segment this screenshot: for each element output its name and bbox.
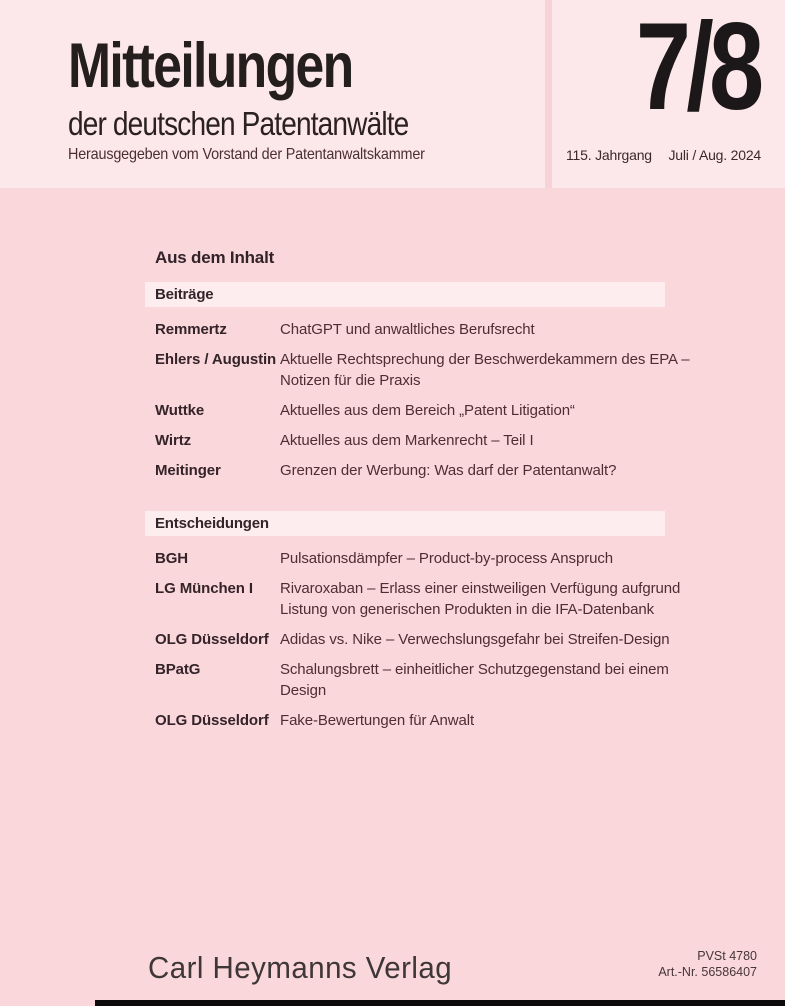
section-gap (145, 490, 690, 497)
toc-entry (145, 710, 690, 731)
journal-tagline: Herausgegeben vom Vorstand der Patentanwaltskammer (68, 146, 425, 163)
toc-list-entscheidungen (145, 548, 690, 731)
journal-title: Mitteilungen (68, 31, 353, 101)
toc-list-beitraege (145, 319, 690, 481)
toc-entry (145, 629, 690, 650)
toc-title: ChatGPT und anwaltliches Berufsrecht (280, 321, 535, 338)
toc-author: Wuttke (155, 402, 205, 419)
issue-number: 7/8 (635, 0, 759, 136)
table-of-contents (145, 248, 690, 740)
pvst-code: PVSt 4780 (697, 949, 757, 963)
print-codes (658, 948, 757, 980)
toc-title: Grenzen der Werbung: Was darf der Patentanwalt? (280, 462, 617, 479)
article-number: Art.-Nr. 56586407 (658, 965, 757, 979)
toc-title: Fake-Bewertungen für Anwalt (280, 712, 475, 729)
toc-entry (145, 548, 690, 569)
publisher-name: Carl Heymanns Verlag (148, 950, 453, 985)
contents-heading: Aus dem Inhalt (155, 248, 275, 267)
toc-author: OLG Düsseldorf (155, 712, 269, 729)
toc-title: Rivaroxaban – Erlass einer einstweiligen Verfügung aufgrund Listung von generischen Produkten in die IFA-Datenbank (280, 580, 681, 618)
toc-entry (145, 460, 690, 481)
section-header-beitraege (145, 282, 665, 307)
section-header-entscheidungen (145, 511, 665, 536)
toc-entry (145, 578, 690, 620)
toc-author: Ehlers / Augustin (155, 351, 277, 368)
toc-title: Pulsationsdämpfer – Product-by-process Anspruch (280, 550, 613, 567)
section-label: Beiträge (155, 286, 214, 303)
issue-meta (566, 147, 761, 163)
toc-author: BPatG (155, 661, 201, 678)
toc-entry (145, 430, 690, 451)
toc-author: Remmertz (155, 321, 227, 338)
issue-date: Juli / Aug. 2024 (668, 147, 761, 163)
toc-title: Aktuelles aus dem Markenrecht – Teil I (280, 432, 534, 449)
toc-entry (145, 400, 690, 421)
masthead-divider (545, 0, 552, 188)
toc-author: LG München I (155, 580, 253, 597)
toc-author: BGH (155, 550, 189, 567)
bottom-bar (95, 1000, 785, 1006)
volume-label: 115. Jahrgang (566, 147, 652, 163)
toc-entry (145, 659, 690, 701)
journal-subtitle: der deutschen Patentanwälte (68, 105, 409, 142)
toc-title: Adidas vs. Nike – Verwechslungsgefahr bei Streifen-Design (280, 631, 670, 648)
section-label: Entscheidungen (155, 515, 269, 532)
toc-title: Schalungsbrett – einheitlicher Schutzgegenstand bei einem Design (280, 661, 669, 699)
toc-title: Aktuelle Rechtsprechung der Beschwerdekammern des EPA – Notizen für die Praxis (280, 351, 690, 389)
toc-author: Wirtz (155, 432, 192, 449)
toc-entry (145, 349, 690, 391)
toc-entry (145, 319, 690, 340)
toc-author: OLG Düsseldorf (155, 631, 269, 648)
toc-title: Aktuelles aus dem Bereich „Patent Litigation“ (280, 402, 575, 419)
toc-author: Meitinger (155, 462, 221, 479)
masthead (0, 0, 785, 188)
